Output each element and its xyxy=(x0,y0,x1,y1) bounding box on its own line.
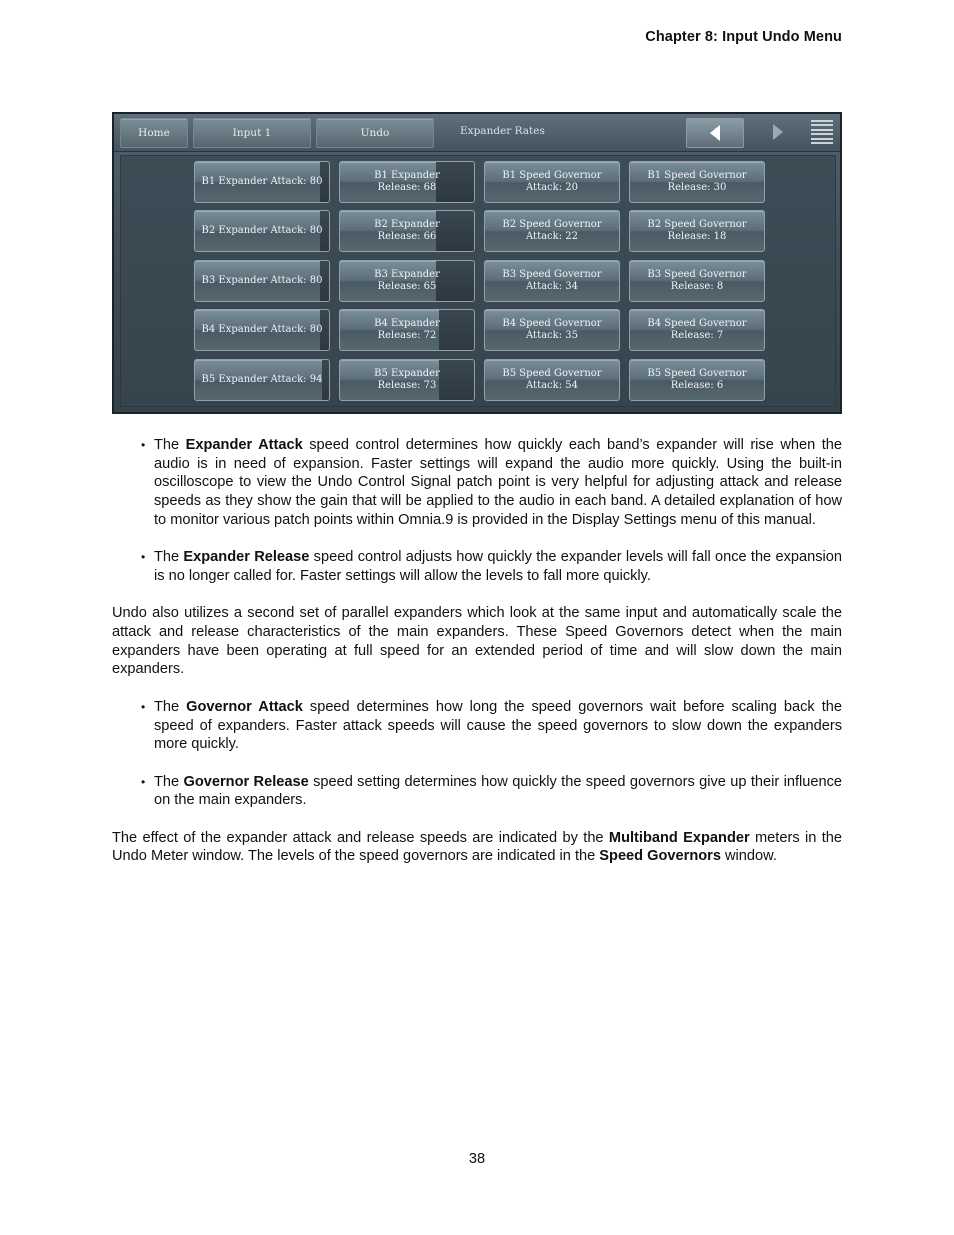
body-text xyxy=(112,436,842,866)
rate-control-label: B2 Speed Governor Attack: 22 xyxy=(502,218,602,242)
rate-control-button[interactable] xyxy=(484,210,620,252)
rate-control-label: B2 Expander Release: 66 xyxy=(374,218,440,242)
rate-control-label: B1 Expander Release: 68 xyxy=(374,169,440,193)
bullet-expander-attack: • The Expander Attack speed control determines how quickly each band’s expander will rise when the audio is in need of expansion. Faster settings will expand the audio more quickly. Using the built-in oscilloscope to view the Undo Control Signal patch point is very helpful for adjusting attack and release speeds as they show the gain that will be applied to the audio in each band. A detailed explanation of how to monitor various patch points within Omnia.9 is provided in the Display Settings menu of this manual. xyxy=(141,437,843,528)
rate-control-button[interactable] xyxy=(484,260,620,302)
rate-control-button[interactable] xyxy=(629,260,765,302)
rate-control-label: B1 Speed Governor Attack: 20 xyxy=(502,169,602,193)
home-button[interactable]: Home xyxy=(120,118,188,148)
page-number: 38 xyxy=(468,1151,486,1167)
screen-title: Expander Rates xyxy=(460,125,545,137)
rate-control-label: B3 Expander Attack: 80 xyxy=(201,274,323,286)
undo-button[interactable]: Undo xyxy=(316,118,434,148)
rate-control-button[interactable] xyxy=(194,161,330,203)
rate-control-label: B3 Expander Release: 65 xyxy=(374,268,440,292)
rate-control-button[interactable] xyxy=(339,359,475,401)
rate-control-label: B5 Expander Attack: 94 xyxy=(201,373,323,385)
rate-control-button[interactable] xyxy=(484,359,620,401)
rate-level-indicator xyxy=(439,360,474,400)
rate-control-button[interactable] xyxy=(194,309,330,351)
menu-icon[interactable] xyxy=(811,120,833,144)
back-arrow-button[interactable] xyxy=(686,118,744,148)
rate-control-button[interactable] xyxy=(339,161,475,203)
expander-rate-grid xyxy=(120,155,836,407)
rate-control-button[interactable] xyxy=(629,309,765,351)
rate-control-label: B5 Expander Release: 73 xyxy=(374,367,440,391)
bullet-governor-attack: • The Governor Attack speed determines how long the speed governors wait before scaling back the speed of expanders. Faster attack speeds will cause the speed governors to slow down the expanders more quickly. xyxy=(141,698,843,753)
rate-control-button[interactable] xyxy=(339,210,475,252)
top-navigation-bar xyxy=(114,114,840,152)
rate-control-button[interactable] xyxy=(484,161,620,203)
rate-control-label: B3 Speed Governor Release: 8 xyxy=(647,268,747,292)
rate-control-label: B4 Expander Release: 72 xyxy=(374,317,440,341)
rate-control-button[interactable] xyxy=(194,260,330,302)
chapter-header: Chapter 8: Input Undo Menu xyxy=(645,29,842,45)
bullet-expander-release: • The Expander Release speed control adjusts how quickly the expander levels will fall once the expansion is no longer called for. Faster settings will allow the levels to fall more quickly. xyxy=(141,549,842,584)
rate-control-label: B4 Speed Governor Attack: 35 xyxy=(502,317,602,341)
rate-control-button[interactable] xyxy=(194,210,330,252)
rate-control-label: B3 Speed Governor Attack: 34 xyxy=(502,268,602,292)
rate-control-label: B2 Expander Attack: 80 xyxy=(201,224,323,236)
paragraph-meters: The effect of the expander attack and release speeds are indicated by the Multiband Expander meters in the Undo Meter window. The levels of the speed governors are indicated in the Speed Governors window. xyxy=(112,829,842,865)
rate-control-button[interactable] xyxy=(629,161,765,203)
rate-control-button[interactable] xyxy=(339,309,475,351)
paragraph-speed-governors: Undo also utilizes a second set of parallel expanders which look at the same input and automatically scale the attack and release characteristics of the main expanders. These Speed Governors detect when the main expanders have been operating at full speed for an extended period of time and will slow down the main expanders. xyxy=(112,605,842,678)
rate-control-label: B5 Speed Governor Release: 6 xyxy=(647,367,747,391)
bullet-governor-release: • The Governor Release speed setting determines how quickly the speed governors give up their influence on the main expanders. xyxy=(141,773,842,809)
rate-control-label: B2 Speed Governor Release: 18 xyxy=(647,218,747,242)
rate-control-button[interactable] xyxy=(484,309,620,351)
rate-control-label: B1 Expander Attack: 80 xyxy=(201,175,323,187)
rate-control-button[interactable] xyxy=(194,359,330,401)
left-arrow-icon xyxy=(709,125,721,141)
rate-control-label: B4 Speed Governor Release: 7 xyxy=(647,317,747,341)
rate-level-indicator xyxy=(439,310,474,350)
input-button[interactable]: Input 1 xyxy=(193,118,311,148)
rate-control-label: B5 Speed Governor Attack: 54 xyxy=(502,367,602,391)
forward-arrow-button[interactable] xyxy=(750,118,806,146)
rate-control-button[interactable] xyxy=(339,260,475,302)
rate-control-button[interactable] xyxy=(629,359,765,401)
rate-control-label: B1 Speed Governor Release: 30 xyxy=(647,169,747,193)
rate-control-label: B4 Expander Attack: 80 xyxy=(201,323,323,335)
rate-control-button[interactable] xyxy=(629,210,765,252)
expander-rates-screenshot xyxy=(112,112,842,414)
right-arrow-icon xyxy=(772,124,784,140)
